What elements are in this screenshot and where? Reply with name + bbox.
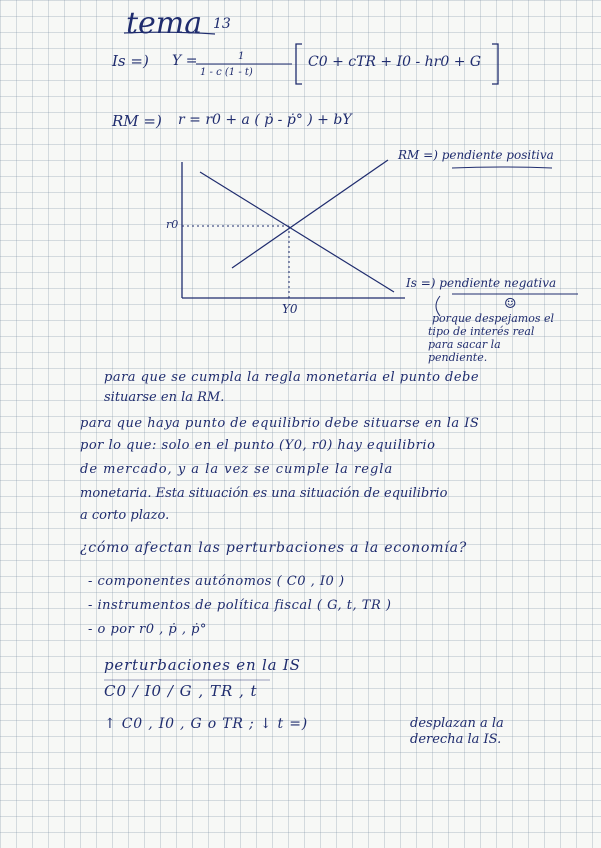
note-line-3: para sacar la [428,338,501,351]
is-lhs: Y = [172,53,198,69]
bullet-3: - o por r0 , ṗ , ṗ° [88,622,207,637]
rm-label: RM =) [112,112,162,130]
para-line-6: monetaria. Esta situación es una situación de equilibrio [80,486,448,501]
bracket-terms: C0 + cTR + I0 - hr0 + G [308,54,482,70]
fraction-numerator: 1 [238,51,245,62]
right-bracket [492,44,498,84]
para-line-1: para que se cumpla la regla monetaria el punto debe [104,370,480,385]
perturbaciones-title: perturbaciones en la IS [104,656,301,674]
is-caption: Is =) pendiente negativa [406,276,557,290]
rm-expression: r = r0 + a ( ṗ - ṗ° ) + bY [178,112,352,128]
effect-line: ↑ C0 , I0 , G o TR ; ↓ t =) [104,716,308,732]
title-number: 13 [213,16,231,32]
para-line-5: de mercado, y a la vez se cumple la regla [80,462,394,477]
rm-caption: RM =) pendiente positiva [398,148,554,162]
y0-label: Y0 [282,302,298,316]
bullet-2: - instrumentos de política fiscal ( G, t, TR ) [88,598,392,613]
para-line-7: a corto plazo. [80,508,170,523]
note-line-4: pendiente. [428,351,488,364]
effect-result-1: desplazan a la [410,716,504,731]
is-label: Is =) [112,52,149,70]
is-curve [200,172,394,292]
question: ¿cómo afectan las perturbaciones a la economía? [80,540,468,556]
para-line-2: situarse en la RM. [104,390,225,405]
r0-label: r0 [166,218,179,231]
title-word: tema [126,6,203,41]
smiley: ☺ [504,296,517,312]
bullet-1: - componentes autónomos ( C0 , I0 ) [88,574,345,589]
para-line-3: para que haya punto de equilibrio debe situarse en la IS [80,416,480,431]
rm-curve [232,160,388,268]
note-line-1: porque despejamos el [432,312,554,325]
left-bracket [296,44,302,84]
fraction-denominator: 1 - c (1 - t) [200,67,253,78]
para-line-4: por lo que: solo en el punto (Y0, r0) hay equilibrio [80,438,436,453]
effect-result-2: derecha la IS. [410,732,502,747]
note-line-2: tipo de interés real [428,325,535,338]
perturbaciones-list: C0 / I0 / G , TR , t [104,682,258,700]
